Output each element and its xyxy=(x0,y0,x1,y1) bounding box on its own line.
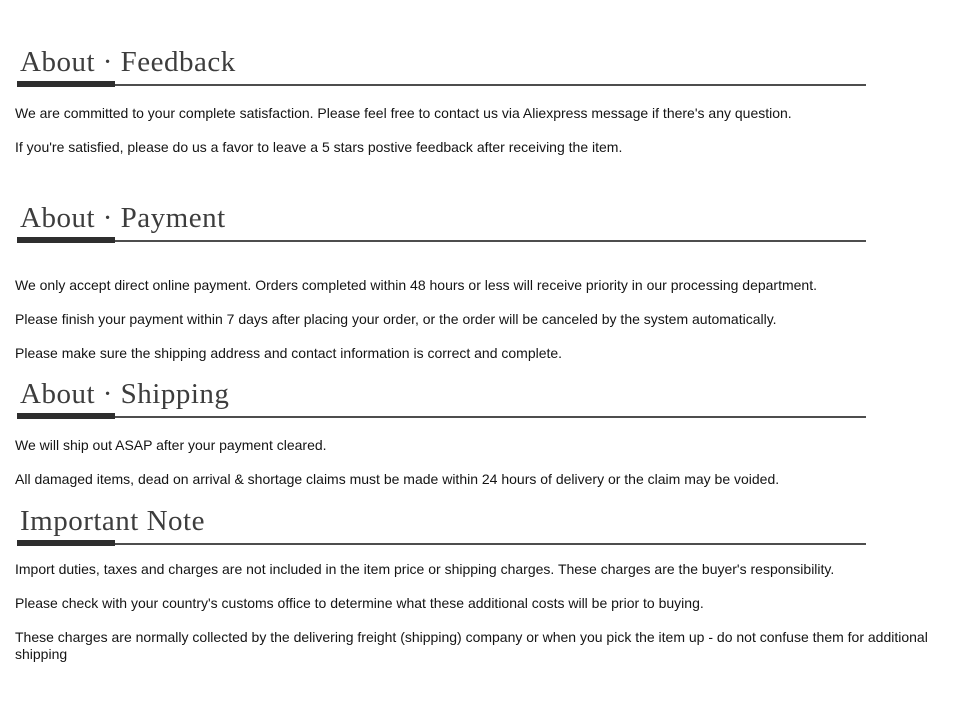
section-payment-heading: About · Payment xyxy=(20,202,226,234)
section-payment xyxy=(0,202,953,362)
section-divider xyxy=(17,237,866,243)
paragraph: Import duties, taxes and charges are not included in the item price or shipping charges. These charges are the buyer's responsibility. xyxy=(15,561,835,577)
section-shipping xyxy=(0,378,953,488)
section-important-note xyxy=(0,505,953,663)
paragraph: If you're satisfied, please do us a favor to leave a 5 stars postive feedback after receiving the item. xyxy=(15,139,623,155)
paragraph: Please finish your payment within 7 days after placing your order, or the order will be canceled by the system automatically. xyxy=(15,311,777,327)
section-shipping-heading: About · Shipping xyxy=(20,378,230,410)
paragraph: We will ship out ASAP after your payment cleared. xyxy=(15,437,327,453)
section-feedback-heading: About · Feedback xyxy=(20,46,236,78)
paragraph: Please make sure the shipping address and contact information is correct and complete. xyxy=(15,345,563,361)
paragraph: We only accept direct online payment. Orders completed within 48 hours or less will receive priority in our processing department. xyxy=(15,277,817,293)
paragraph: These charges are normally collected by the delivering freight (shipping) company or when you pick the item up - do not confuse them for additional shipping xyxy=(15,629,928,662)
section-feedback xyxy=(0,46,953,156)
section-divider xyxy=(17,413,866,419)
section-divider xyxy=(17,81,866,87)
paragraph: Please check with your country's customs office to determine what these additional costs will be prior to buying. xyxy=(15,595,704,611)
section-divider xyxy=(17,540,866,546)
paragraph: We are committed to your complete satisfaction. Please feel free to contact us via Aliexpress message if there's any question. xyxy=(15,105,792,121)
paragraph: All damaged items, dead on arrival & shortage claims must be made within 24 hours of delivery or the claim may be voided. xyxy=(15,471,780,487)
section-important-note-heading: Important Note xyxy=(20,505,205,537)
